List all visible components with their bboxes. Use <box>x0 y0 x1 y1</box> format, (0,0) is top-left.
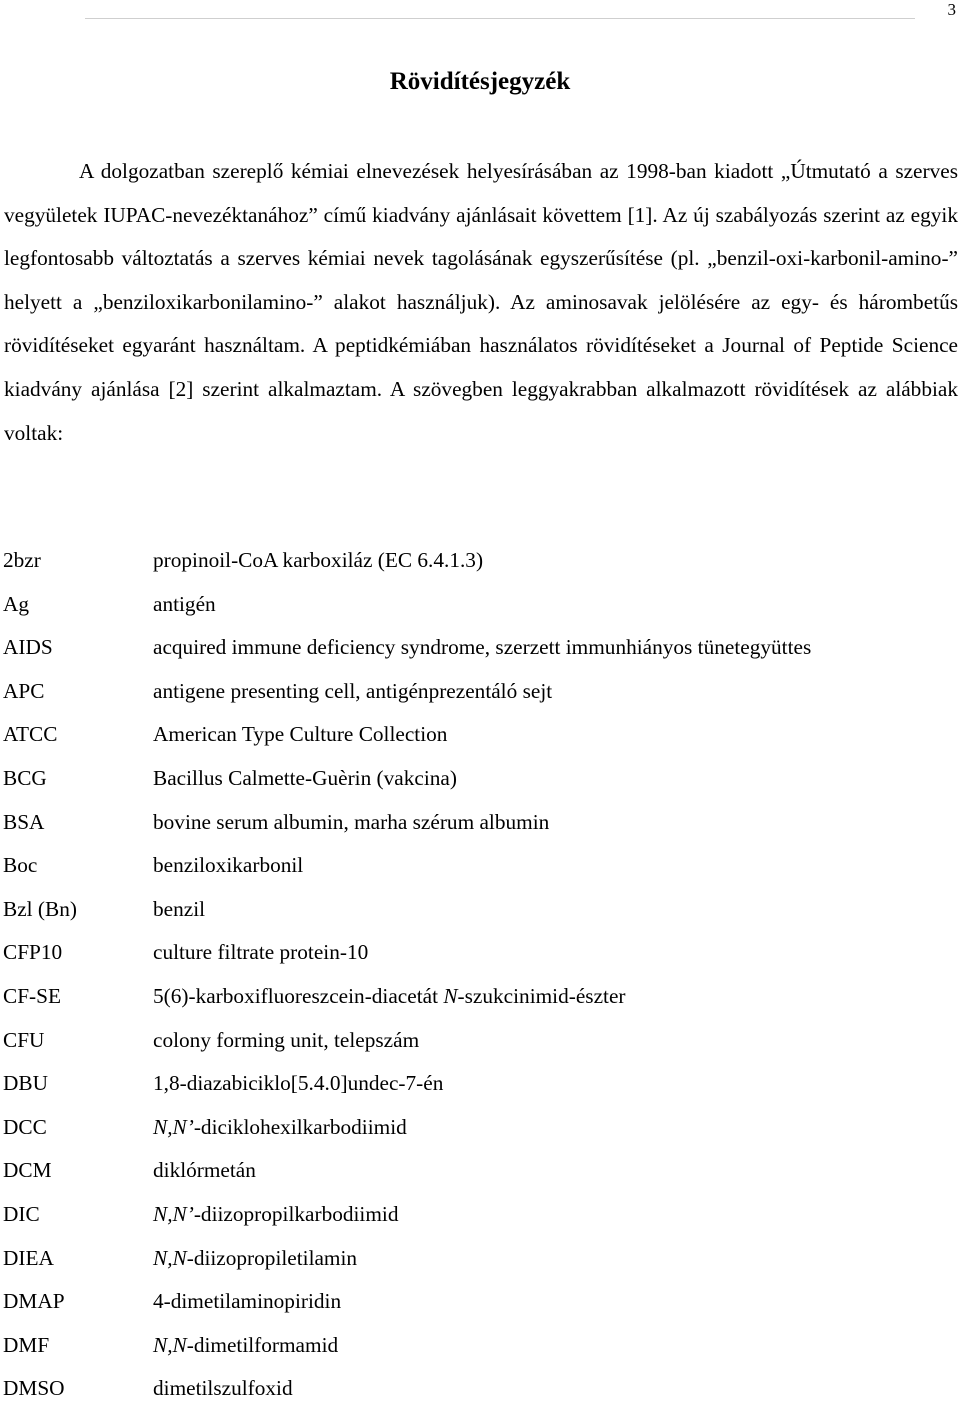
abbreviation-term: CFU <box>3 1027 45 1052</box>
page-number: 3 <box>947 0 956 19</box>
abbreviation-definition <box>153 1193 958 1237</box>
abbreviation-row <box>3 844 958 888</box>
abbreviation-term: CFP10 <box>3 940 63 965</box>
abbreviation-row <box>3 1019 958 1063</box>
abbreviation-term: CF-SE <box>3 983 61 1008</box>
abbreviation-row <box>3 626 958 670</box>
header-rule <box>85 18 915 19</box>
abbreviation-definition: acquired immune deficiency syndrome, szerzett immunhiányos tünetegyüttes <box>153 635 812 660</box>
abbreviation-term: Boc <box>3 853 38 878</box>
abbreviation-definition: bovine serum albumin, marha szérum albumin <box>153 809 550 834</box>
intro-paragraph: A dolgozatban szereplő kémiai elnevezések helyesírásában az 1998-ban kiadott „Útmutató a szerves vegyületek IUPAC-nevezéktanához” című kiadvány ajánlásait követtem [1]. Az új szabályozás szerint az egyik legfontosabb változtatás a szerves kémiai nevek tagolásának egyszerűsítése (pl. „benzil-oxi-karbonil-amino-” helyett a „benziloxikarbonilamino-” alakot használjuk). Az aminosavak jelölésére az egy- és hárombetűs rövidítéseket egyaránt használtam. A peptidkémiában használatos rövidítéseket a Journal of Peptide Science kiadvány ajánlása [2] szerint alkalmaztam. A szövegben leggyakrabban alkalmazott rövidítések az alábbiak voltak: <box>4 159 958 445</box>
abbreviation-term: 2bzr <box>3 548 41 572</box>
definition-italic-prefix: N,N’ <box>153 1201 194 1226</box>
definition-italic-prefix: N <box>443 983 458 1008</box>
abbreviation-definition: dimetilszulfoxid <box>153 1376 293 1401</box>
abbreviation-term: DCC <box>3 1114 47 1139</box>
abbreviation-term: DBU <box>3 1071 48 1096</box>
abbreviation-row <box>3 713 958 757</box>
abbreviation-definition <box>153 1237 958 1281</box>
abbreviation-term: BCG <box>3 765 47 790</box>
abbreviation-row <box>3 1324 958 1368</box>
definition-text: 5(6)-karboxifluoreszcein-diacetát <box>153 983 444 1008</box>
definition-italic-prefix: N,N <box>153 1245 187 1270</box>
abbreviation-row <box>3 975 958 1019</box>
abbreviation-term: Bzl (Bn) <box>3 896 77 921</box>
abbreviation-row <box>3 583 958 627</box>
abbreviation-term: DMSO <box>3 1376 65 1401</box>
abbreviation-definition <box>153 1324 958 1368</box>
definition-text: -szukcinimid-észter <box>457 983 626 1008</box>
abbreviation-row <box>3 670 958 714</box>
abbreviation-definition: Bacillus Calmette-Guèrin (vakcina) <box>153 765 457 790</box>
definition-text: -diizopropiletilamin <box>186 1245 358 1270</box>
abbreviation-definition: antigene presenting cell, antigénprezentáló sejt <box>153 678 553 703</box>
abbreviation-definition: American Type Culture Collection <box>153 722 448 747</box>
abbreviation-term: ATCC <box>3 722 58 747</box>
abbreviation-definition <box>153 1106 958 1150</box>
abbreviation-row <box>3 539 958 583</box>
abbreviation-row <box>3 1062 958 1106</box>
abbreviation-definition: propinoil-CoA karboxiláz (EC 6.4.1.3) <box>153 548 484 572</box>
abbreviation-term: DMF <box>3 1332 50 1357</box>
definition-text: -dimetilformamid <box>186 1332 339 1357</box>
abbreviation-row <box>3 931 958 975</box>
abbreviation-term: AIDS <box>3 635 53 660</box>
abbreviation-definition: benziloxikarbonil <box>153 853 304 878</box>
abbreviation-term: Ag <box>3 591 30 616</box>
abbreviation-term: DIC <box>3 1201 40 1226</box>
definition-text: -diizopropilkarbodiimid <box>193 1201 399 1226</box>
abbreviation-definition: antigén <box>153 591 216 616</box>
definition-text: -diciklohexilkarbodiimid <box>193 1114 407 1139</box>
abbreviation-definition: culture filtrate protein-10 <box>153 940 369 965</box>
abbreviation-row <box>3 801 958 845</box>
abbreviation-term: DMAP <box>3 1289 65 1314</box>
abbreviation-definition: 4-dimetilaminopiridin <box>153 1289 342 1314</box>
abbreviation-term: BSA <box>3 809 45 834</box>
abbreviation-row <box>3 1367 958 1411</box>
abbreviation-row <box>3 1106 958 1150</box>
abbreviation-row <box>3 1237 958 1281</box>
abbreviation-definition: colony forming unit, telepszám <box>153 1027 420 1052</box>
definition-italic-prefix: N,N’ <box>153 1114 194 1139</box>
abbreviation-definition: diklórmetán <box>153 1158 256 1183</box>
abbreviation-definition: 1,8-diazabiciklo[5.4.0]undec-7-én <box>153 1071 444 1096</box>
page-title: Rövidítésjegyzék <box>389 68 571 95</box>
abbreviation-term: DCM <box>3 1158 52 1183</box>
abbreviation-definition <box>153 975 958 1019</box>
definition-italic-prefix: N,N <box>153 1332 187 1357</box>
abbreviation-row <box>3 1280 958 1324</box>
abbreviation-list <box>3 539 958 1411</box>
abbreviation-definition: benzil <box>153 896 206 921</box>
abbreviation-term: DIEA <box>3 1245 54 1270</box>
abbreviation-row <box>3 1193 958 1237</box>
abbreviation-row <box>3 1149 958 1193</box>
abbreviation-term: APC <box>3 678 45 703</box>
abbreviation-row <box>3 888 958 932</box>
abbreviation-row <box>3 757 958 801</box>
